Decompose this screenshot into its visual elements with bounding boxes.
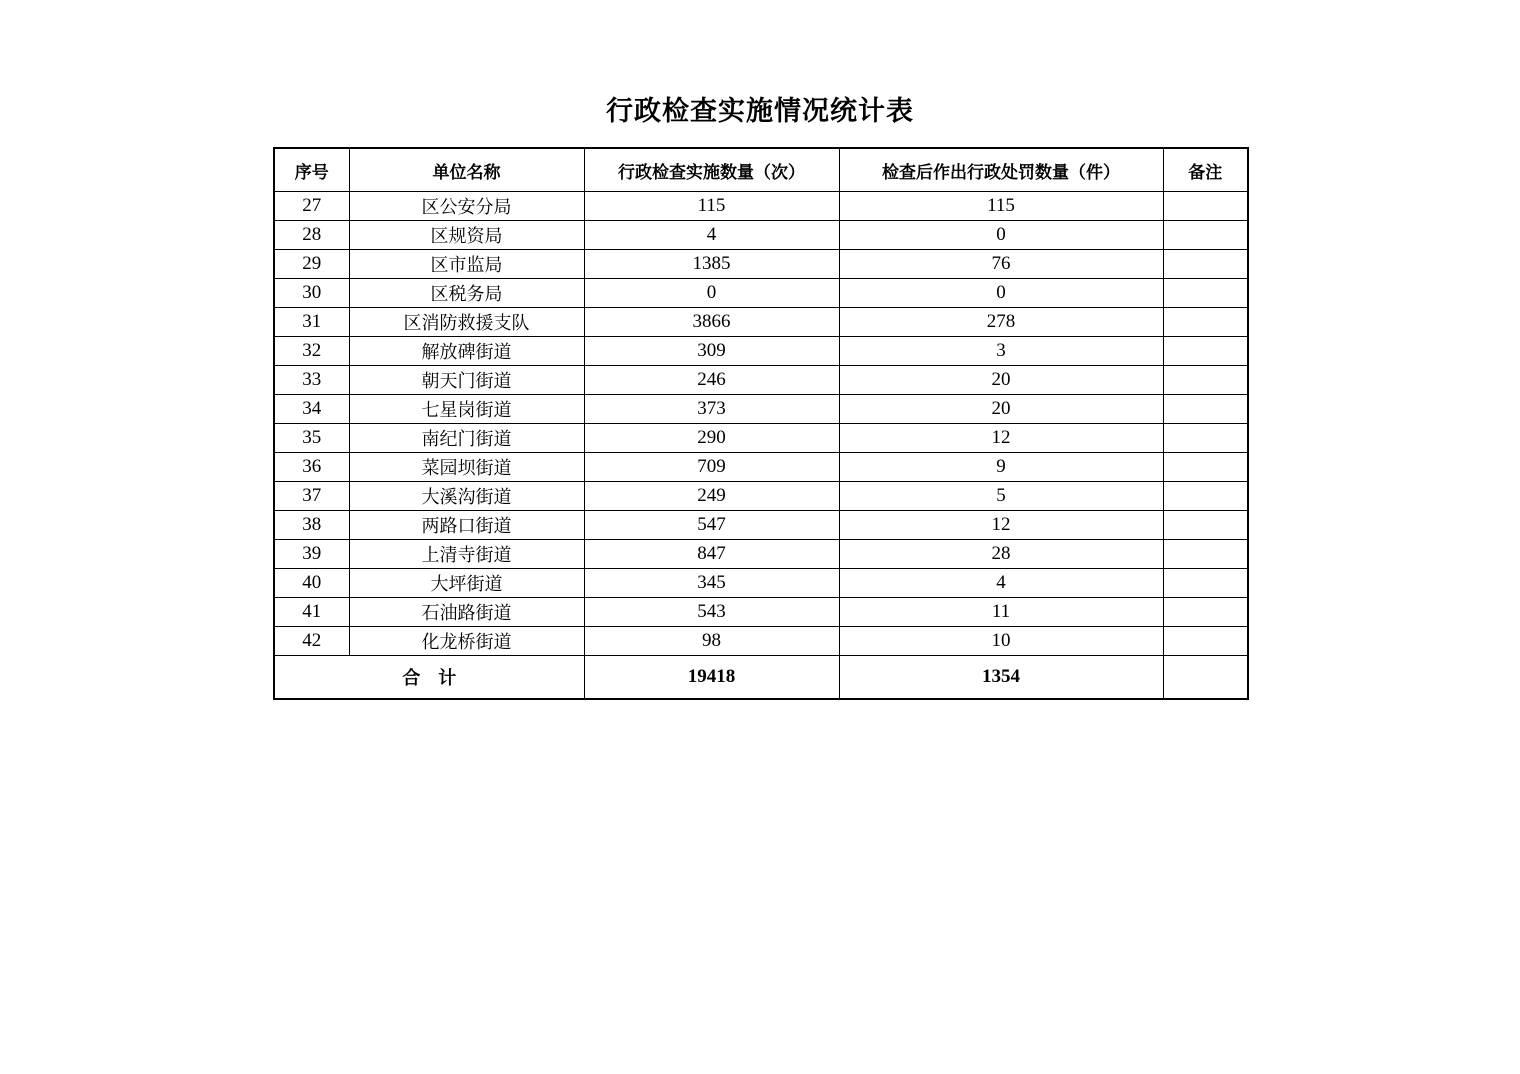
total-remark-cell [1163, 656, 1248, 700]
row-number-cell: 41 [274, 598, 349, 627]
penalties-cell: 0 [839, 221, 1163, 250]
remark-cell [1163, 250, 1248, 279]
row-number-cell: 36 [274, 453, 349, 482]
penalties-cell: 9 [839, 453, 1163, 482]
inspections-cell: 1385 [584, 250, 839, 279]
page-title: 行政检查实施情况统计表 [606, 96, 914, 126]
row-number-cell: 27 [274, 192, 349, 221]
penalties-cell: 28 [839, 540, 1163, 569]
unit-name-cell: 两路口街道 [349, 511, 584, 540]
row-number-cell: 28 [274, 221, 349, 250]
row-number-cell: 37 [274, 482, 349, 511]
row-number-cell: 30 [274, 279, 349, 308]
inspections-cell: 543 [584, 598, 839, 627]
unit-name-cell: 菜园坝街道 [349, 453, 584, 482]
remark-cell [1163, 395, 1248, 424]
table-total-row [274, 656, 1248, 700]
remark-cell [1163, 569, 1248, 598]
inspections-cell: 547 [584, 511, 839, 540]
remark-cell [1163, 221, 1248, 250]
row-number-cell: 33 [274, 366, 349, 395]
remark-cell [1163, 627, 1248, 656]
penalties-cell: 0 [839, 279, 1163, 308]
penalties-cell: 5 [839, 482, 1163, 511]
penalties-cell: 76 [839, 250, 1163, 279]
statistics-document [273, 96, 1247, 700]
inspections-cell: 345 [584, 569, 839, 598]
table-row [274, 540, 1248, 569]
header-serial-number: 序号 [274, 148, 349, 192]
table-row [274, 221, 1248, 250]
inspections-cell: 847 [584, 540, 839, 569]
header-remark: 备注 [1163, 148, 1248, 192]
header-inspections-count: 行政检查实施数量（次） [584, 148, 839, 192]
row-number-cell: 29 [274, 250, 349, 279]
inspections-cell: 115 [584, 192, 839, 221]
inspections-cell: 246 [584, 366, 839, 395]
penalties-cell: 20 [839, 366, 1163, 395]
table-row [274, 482, 1248, 511]
penalties-cell: 10 [839, 627, 1163, 656]
table-row [274, 598, 1248, 627]
table-header-row [274, 148, 1248, 192]
penalties-cell: 12 [839, 424, 1163, 453]
row-number-cell: 42 [274, 627, 349, 656]
inspections-cell: 4 [584, 221, 839, 250]
row-number-cell: 34 [274, 395, 349, 424]
row-number-cell: 31 [274, 308, 349, 337]
table-row [274, 453, 1248, 482]
table-row [274, 308, 1248, 337]
remark-cell [1163, 337, 1248, 366]
table-row [274, 366, 1248, 395]
inspections-cell: 98 [584, 627, 839, 656]
penalties-cell: 20 [839, 395, 1163, 424]
unit-name-cell: 解放碑街道 [349, 337, 584, 366]
inspections-cell: 309 [584, 337, 839, 366]
unit-name-cell: 石油路街道 [349, 598, 584, 627]
remark-cell [1163, 308, 1248, 337]
unit-name-cell: 朝天门街道 [349, 366, 584, 395]
unit-name-cell: 区规资局 [349, 221, 584, 250]
table-row [274, 511, 1248, 540]
penalties-cell: 3 [839, 337, 1163, 366]
penalties-cell: 12 [839, 511, 1163, 540]
total-penalties-cell: 1354 [839, 656, 1163, 700]
remark-cell [1163, 424, 1248, 453]
header-penalties-count: 检查后作出行政处罚数量（件） [839, 148, 1163, 192]
inspections-cell: 290 [584, 424, 839, 453]
total-inspections-cell: 19418 [584, 656, 839, 700]
table-row [274, 627, 1248, 656]
remark-cell [1163, 598, 1248, 627]
unit-name-cell: 区公安分局 [349, 192, 584, 221]
row-number-cell: 35 [274, 424, 349, 453]
table-row [274, 192, 1248, 221]
penalties-cell: 4 [839, 569, 1163, 598]
table-row [274, 337, 1248, 366]
unit-name-cell: 区消防救援支队 [349, 308, 584, 337]
remark-cell [1163, 540, 1248, 569]
row-number-cell: 40 [274, 569, 349, 598]
remark-cell [1163, 482, 1248, 511]
unit-name-cell: 化龙桥街道 [349, 627, 584, 656]
inspection-statistics-table [273, 147, 1249, 700]
header-unit-name: 单位名称 [349, 148, 584, 192]
table-row [274, 569, 1248, 598]
remark-cell [1163, 511, 1248, 540]
unit-name-cell: 南纪门街道 [349, 424, 584, 453]
row-number-cell: 39 [274, 540, 349, 569]
table-row [274, 424, 1248, 453]
inspections-cell: 3866 [584, 308, 839, 337]
total-label-cell: 合 计 [274, 656, 584, 700]
penalties-cell: 278 [839, 308, 1163, 337]
inspections-cell: 709 [584, 453, 839, 482]
penalties-cell: 11 [839, 598, 1163, 627]
remark-cell [1163, 192, 1248, 221]
unit-name-cell: 区税务局 [349, 279, 584, 308]
table-body [274, 192, 1248, 656]
row-number-cell: 32 [274, 337, 349, 366]
unit-name-cell: 上清寺街道 [349, 540, 584, 569]
penalties-cell: 115 [839, 192, 1163, 221]
unit-name-cell: 区市监局 [349, 250, 584, 279]
unit-name-cell: 大坪街道 [349, 569, 584, 598]
remark-cell [1163, 366, 1248, 395]
remark-cell [1163, 279, 1248, 308]
unit-name-cell: 大溪沟街道 [349, 482, 584, 511]
table-row [274, 279, 1248, 308]
table-row [274, 250, 1248, 279]
inspections-cell: 249 [584, 482, 839, 511]
unit-name-cell: 七星岗街道 [349, 395, 584, 424]
inspections-cell: 373 [584, 395, 839, 424]
table-row [274, 395, 1248, 424]
remark-cell [1163, 453, 1248, 482]
row-number-cell: 38 [274, 511, 349, 540]
inspections-cell: 0 [584, 279, 839, 308]
